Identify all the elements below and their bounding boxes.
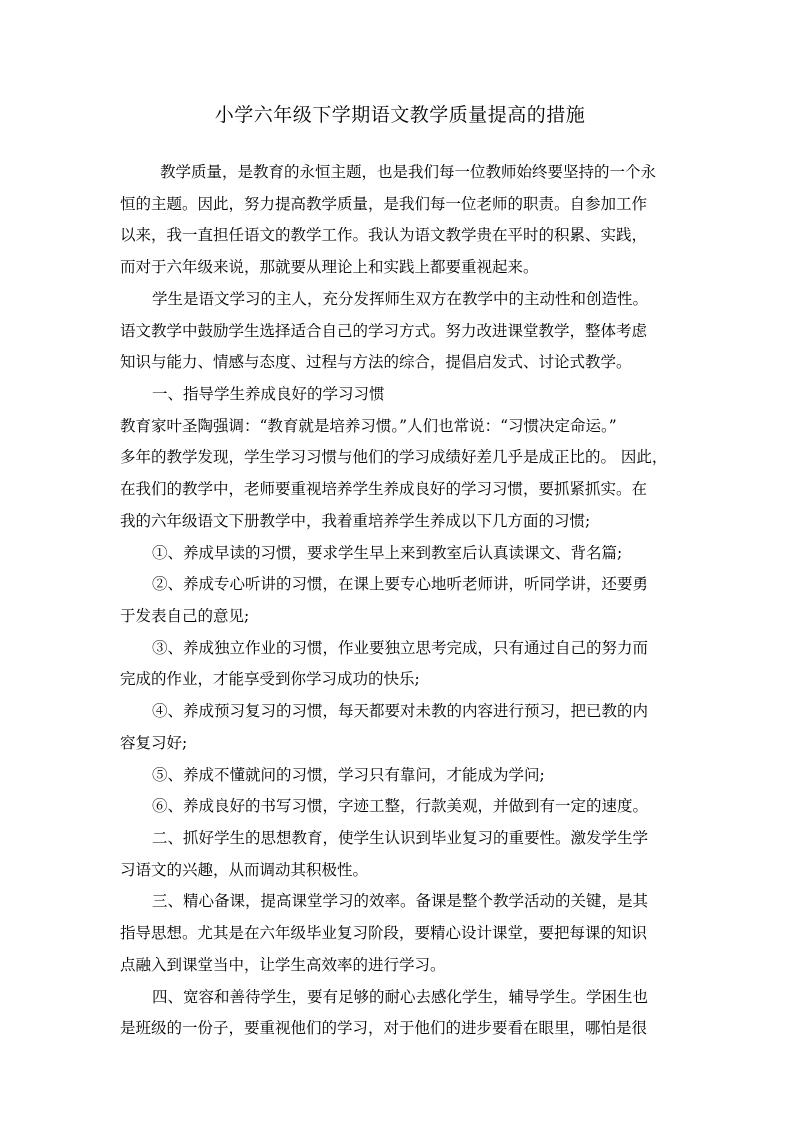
paragraph-line: 点融入到课堂当中，让学生高效率的进行学习。 bbox=[120, 956, 446, 974]
paragraph-line: 而对于六年级来说，那就要从理论上和实践上都要重视起来。 bbox=[120, 258, 539, 276]
paragraph-line: 教育家叶圣陶强调：“教育就是培养习惯。”人们也常说：“习惯决定命运。” bbox=[120, 417, 617, 435]
paragraph-line: 恒的主题。因此，努力提高教学质量，是我们每一位老师的职责。自参加工作 bbox=[120, 195, 648, 213]
list-item: ①、养成早读的习惯，要求学生早上来到教室后认真读课文、背名篇; bbox=[152, 544, 623, 562]
paragraph-line: 容复习好; bbox=[120, 734, 188, 752]
paragraph-line: 完成的作业，才能享受到你学习成功的快乐; bbox=[120, 670, 420, 688]
list-item: ③、养成独立作业的习惯，作业要独立思考完成，只有通过自己的努力而 bbox=[152, 639, 649, 657]
list-item: ⑥、养成良好的书写习惯，字迹工整，行款美观，并做到有一定的速度。 bbox=[152, 797, 649, 815]
paragraph-line: 于发表自己的意见; bbox=[120, 607, 250, 625]
paragraph-line: 多年的教学发现，学生学习习惯与他们的学习成绩好差几乎是成正比的。 因此， bbox=[120, 448, 668, 466]
paragraph-line: 我的六年级语文下册教学中，我着重培养学生养成以下几方面的习惯; bbox=[120, 512, 591, 530]
paragraph-line: 以来，我一直担任语文的教学工作。我认为语文教学贵在平时的积累、实践， bbox=[120, 226, 648, 244]
list-item: ⑤、养成不懂就问的习惯，学习只有靠问，才能成为学问; bbox=[152, 766, 545, 784]
document-title: 小学六年级下学期语文教学质量提高的措施 bbox=[214, 104, 586, 126]
paragraph-line: 知识与能力、情感与态度、过程与方法的综合，提倡启发式、讨论式教学。 bbox=[120, 353, 632, 371]
paragraph-line: 学生是语文学习的主人，充分发挥师生双方在教学中的主动性和创造性。 bbox=[152, 290, 649, 308]
section-heading: 一、指导学生养成良好的学习习惯 bbox=[152, 385, 385, 403]
paragraph-line: 习语文的兴趣，从而调动其积极性。 bbox=[120, 861, 369, 879]
paragraph-line: 语文教学中鼓励学生选择适合自己的学习方式。努力改进课堂教学，整体考虑 bbox=[120, 322, 648, 340]
paragraph-line: 是班级的一份子，要重视他们的学习，对于他们的进步要看在眼里，哪怕是很 bbox=[120, 1019, 648, 1037]
section-heading: 四、宽容和善待学生，要有足够的耐心去感化学生，辅导学生。学困生也 bbox=[152, 988, 649, 1006]
paragraph-line: 指导思想。尤其是在六年级毕业复习阶段，要精心设计课堂，要把每课的知识 bbox=[120, 924, 648, 942]
paragraph-line: 在我们的教学中，老师要重视培养学生养成良好的学习习惯，要抓紧抓实。在 bbox=[120, 480, 648, 498]
list-item: ④、养成预习复习的习惯，每天都要对未教的内容进行预习，把已教的内 bbox=[152, 702, 649, 720]
section-heading: 二、抓好学生的思想教育，使学生认识到毕业复习的重要性。激发学生学 bbox=[152, 829, 649, 847]
section-heading: 三、精心备课，提高课堂学习的效率。备课是整个教学活动的关键，是其 bbox=[152, 892, 649, 910]
list-item: ②、养成专心听讲的习惯，在课上要专心地听老师讲，听同学讲，还要勇 bbox=[152, 575, 649, 593]
paragraph-line: 教学质量，是教育的永恒主题，也是我们每一位教师始终要坚持的一个永 bbox=[160, 163, 657, 181]
